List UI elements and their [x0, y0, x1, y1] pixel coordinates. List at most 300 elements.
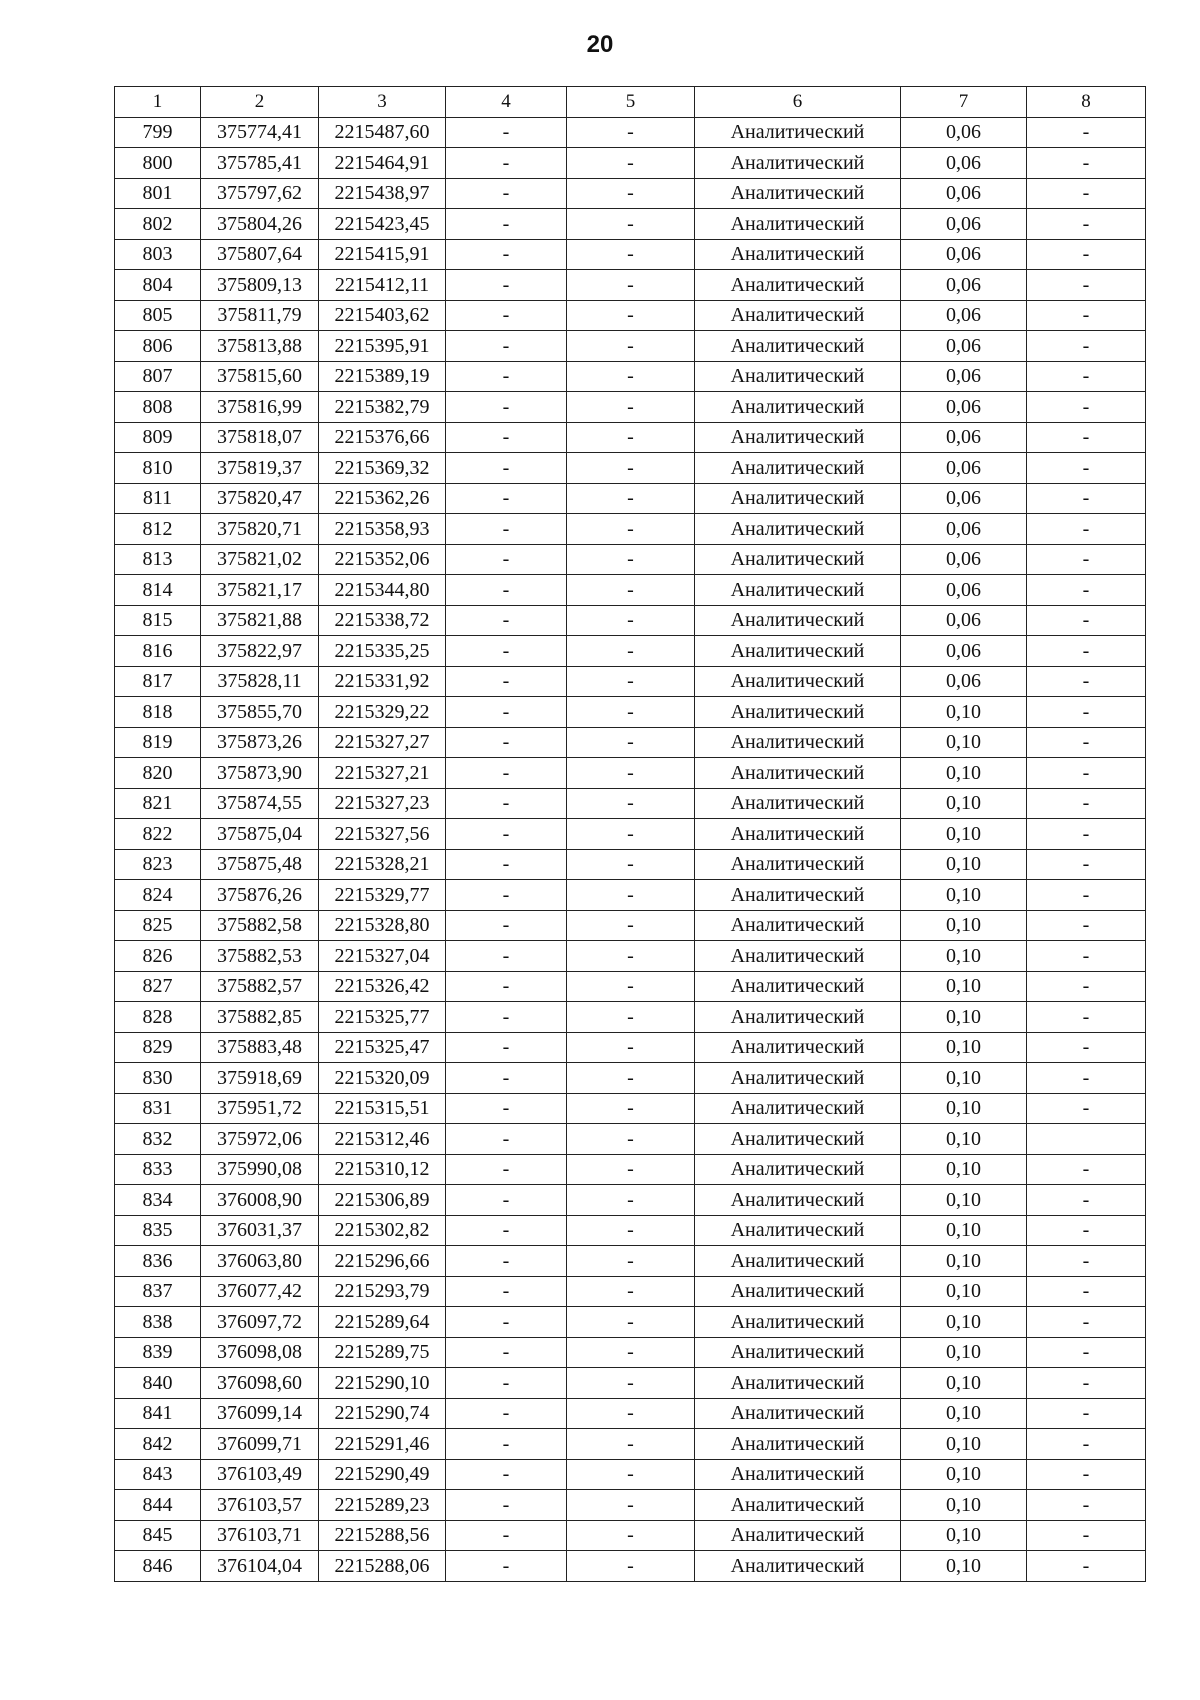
x-coordinate-cell: 376063,80: [201, 1246, 319, 1277]
y-coordinate-cell: 2215464,91: [319, 148, 446, 179]
x-coordinate-cell: 375811,79: [201, 300, 319, 331]
y-coordinate-cell: 2215376,66: [319, 422, 446, 453]
y-coordinate-cell: 2215312,46: [319, 1124, 446, 1155]
column-8-cell: -: [1027, 1063, 1146, 1094]
method-cell: Аналитический: [695, 575, 901, 606]
x-coordinate-cell: 375883,48: [201, 1032, 319, 1063]
column-4-cell: -: [446, 178, 567, 209]
precision-cell: 0,10: [901, 1002, 1027, 1033]
y-coordinate-cell: 2215382,79: [319, 392, 446, 423]
x-coordinate-cell: 375807,64: [201, 239, 319, 270]
x-coordinate-cell: 376008,90: [201, 1185, 319, 1216]
point-number-cell: 835: [115, 1215, 201, 1246]
point-number-cell: 846: [115, 1551, 201, 1582]
point-number-cell: 838: [115, 1307, 201, 1338]
column-4-cell: -: [446, 1215, 567, 1246]
x-coordinate-cell: 375972,06: [201, 1124, 319, 1155]
point-number-cell: 844: [115, 1490, 201, 1521]
column-header: 4: [446, 87, 567, 118]
y-coordinate-cell: 2215438,97: [319, 178, 446, 209]
point-number-cell: 829: [115, 1032, 201, 1063]
page-number: 20: [586, 31, 614, 58]
column-4-cell: -: [446, 1337, 567, 1368]
y-coordinate-cell: 2215362,26: [319, 483, 446, 514]
column-8-cell: -: [1027, 1459, 1146, 1490]
y-coordinate-cell: 2215335,25: [319, 636, 446, 667]
column-4-cell: -: [446, 1124, 567, 1155]
precision-cell: 0,10: [901, 1063, 1027, 1094]
table-row: [115, 1032, 1146, 1063]
column-5-cell: -: [567, 697, 695, 728]
method-cell: Аналитический: [695, 514, 901, 545]
method-cell: Аналитический: [695, 544, 901, 575]
y-coordinate-cell: 2215288,56: [319, 1520, 446, 1551]
method-cell: Аналитический: [695, 1093, 901, 1124]
method-cell: Аналитический: [695, 422, 901, 453]
method-cell: Аналитический: [695, 117, 901, 148]
column-8-cell: -: [1027, 1093, 1146, 1124]
x-coordinate-cell: 375876,26: [201, 880, 319, 911]
column-5-cell: -: [567, 300, 695, 331]
x-coordinate-cell: 375818,07: [201, 422, 319, 453]
column-4-cell: -: [446, 849, 567, 880]
column-5-cell: -: [567, 1368, 695, 1399]
table-row: [115, 1520, 1146, 1551]
method-cell: Аналитический: [695, 1215, 901, 1246]
x-coordinate-cell: 376098,08: [201, 1337, 319, 1368]
x-coordinate-cell: 375882,57: [201, 971, 319, 1002]
column-5-cell: -: [567, 1490, 695, 1521]
column-4-cell: -: [446, 1002, 567, 1033]
column-8-cell: -: [1027, 300, 1146, 331]
y-coordinate-cell: 2215325,47: [319, 1032, 446, 1063]
method-cell: Аналитический: [695, 483, 901, 514]
precision-cell: 0,06: [901, 544, 1027, 575]
method-cell: Аналитический: [695, 636, 901, 667]
point-number-cell: 843: [115, 1459, 201, 1490]
y-coordinate-cell: 2215325,77: [319, 1002, 446, 1033]
column-8-cell: -: [1027, 361, 1146, 392]
column-8-cell: -: [1027, 1185, 1146, 1216]
y-coordinate-cell: 2215352,06: [319, 544, 446, 575]
point-number-cell: 813: [115, 544, 201, 575]
column-5-cell: -: [567, 1093, 695, 1124]
table-row: [115, 239, 1146, 270]
column-4-cell: -: [446, 1368, 567, 1399]
x-coordinate-cell: 375918,69: [201, 1063, 319, 1094]
precision-cell: 0,10: [901, 1551, 1027, 1582]
table-row: [115, 1246, 1146, 1277]
precision-cell: 0,10: [901, 1154, 1027, 1185]
column-4-cell: -: [446, 697, 567, 728]
method-cell: Аналитический: [695, 666, 901, 697]
column-5-cell: -: [567, 239, 695, 270]
column-4-cell: -: [446, 361, 567, 392]
column-8-cell: -: [1027, 636, 1146, 667]
precision-cell: 0,06: [901, 392, 1027, 423]
point-number-cell: 802: [115, 209, 201, 240]
column-8-cell: -: [1027, 392, 1146, 423]
y-coordinate-cell: 2215358,93: [319, 514, 446, 545]
x-coordinate-cell: 375785,41: [201, 148, 319, 179]
table-row: [115, 1063, 1146, 1094]
column-4-cell: -: [446, 148, 567, 179]
table-row: [115, 453, 1146, 484]
coordinates-table: [114, 86, 1146, 1582]
point-number-cell: 840: [115, 1368, 201, 1399]
column-4-cell: -: [446, 1490, 567, 1521]
column-4-cell: -: [446, 1185, 567, 1216]
y-coordinate-cell: 2215327,27: [319, 727, 446, 758]
precision-cell: 0,10: [901, 1307, 1027, 1338]
y-coordinate-cell: 2215288,06: [319, 1551, 446, 1582]
y-coordinate-cell: 2215291,46: [319, 1429, 446, 1460]
column-5-cell: -: [567, 605, 695, 636]
precision-cell: 0,06: [901, 575, 1027, 606]
table-row: [115, 1429, 1146, 1460]
x-coordinate-cell: 375882,53: [201, 941, 319, 972]
point-number-cell: 845: [115, 1520, 201, 1551]
column-8-cell: -: [1027, 178, 1146, 209]
column-8-cell: -: [1027, 1429, 1146, 1460]
point-number-cell: 834: [115, 1185, 201, 1216]
precision-cell: 0,10: [901, 941, 1027, 972]
column-4-cell: -: [446, 1246, 567, 1277]
point-number-cell: 811: [115, 483, 201, 514]
x-coordinate-cell: 375822,97: [201, 636, 319, 667]
table-row: [115, 1185, 1146, 1216]
table-row: [115, 910, 1146, 941]
column-4-cell: -: [446, 1063, 567, 1094]
y-coordinate-cell: 2215327,23: [319, 788, 446, 819]
point-number-cell: 807: [115, 361, 201, 392]
x-coordinate-cell: 376099,71: [201, 1429, 319, 1460]
y-coordinate-cell: 2215326,42: [319, 971, 446, 1002]
point-number-cell: 804: [115, 270, 201, 301]
method-cell: Аналитический: [695, 148, 901, 179]
column-header: 5: [567, 87, 695, 118]
method-cell: Аналитический: [695, 1337, 901, 1368]
column-5-cell: -: [567, 636, 695, 667]
column-4-cell: -: [446, 727, 567, 758]
column-8-cell: -: [1027, 1368, 1146, 1399]
table-row: [115, 361, 1146, 392]
column-5-cell: -: [567, 1459, 695, 1490]
column-5-cell: -: [567, 758, 695, 789]
method-cell: Аналитический: [695, 392, 901, 423]
table-header-row: [115, 87, 1146, 118]
point-number-cell: 801: [115, 178, 201, 209]
precision-cell: 0,06: [901, 666, 1027, 697]
column-8-cell: -: [1027, 1307, 1146, 1338]
column-4-cell: -: [446, 1551, 567, 1582]
point-number-cell: 817: [115, 666, 201, 697]
column-8-cell: -: [1027, 727, 1146, 758]
column-5-cell: -: [567, 392, 695, 423]
method-cell: Аналитический: [695, 1429, 901, 1460]
x-coordinate-cell: 375816,99: [201, 392, 319, 423]
table-row: [115, 1002, 1146, 1033]
precision-cell: 0,10: [901, 1185, 1027, 1216]
point-number-cell: 830: [115, 1063, 201, 1094]
method-cell: Аналитический: [695, 270, 901, 301]
x-coordinate-cell: 376031,37: [201, 1215, 319, 1246]
method-cell: Аналитический: [695, 453, 901, 484]
column-8-cell: -: [1027, 270, 1146, 301]
table-row: [115, 544, 1146, 575]
point-number-cell: 805: [115, 300, 201, 331]
column-header: 2: [201, 87, 319, 118]
method-cell: Аналитический: [695, 361, 901, 392]
table-row: [115, 758, 1146, 789]
column-5-cell: -: [567, 971, 695, 1002]
method-cell: Аналитический: [695, 1154, 901, 1185]
column-5-cell: -: [567, 819, 695, 850]
column-4-cell: -: [446, 1520, 567, 1551]
column-5-cell: -: [567, 1124, 695, 1155]
column-5-cell: -: [567, 1185, 695, 1216]
y-coordinate-cell: 2215289,75: [319, 1337, 446, 1368]
y-coordinate-cell: 2215328,80: [319, 910, 446, 941]
method-cell: Аналитический: [695, 1459, 901, 1490]
precision-cell: 0,10: [901, 1520, 1027, 1551]
column-5-cell: -: [567, 1398, 695, 1429]
column-8-cell: -: [1027, 453, 1146, 484]
method-cell: Аналитический: [695, 178, 901, 209]
table-row: [115, 331, 1146, 362]
column-4-cell: -: [446, 971, 567, 1002]
column-4-cell: -: [446, 422, 567, 453]
precision-cell: 0,10: [901, 758, 1027, 789]
point-number-cell: 839: [115, 1337, 201, 1368]
column-4-cell: -: [446, 209, 567, 240]
point-number-cell: 836: [115, 1246, 201, 1277]
column-4-cell: -: [446, 636, 567, 667]
point-number-cell: 822: [115, 819, 201, 850]
column-4-cell: -: [446, 1429, 567, 1460]
y-coordinate-cell: 2215293,79: [319, 1276, 446, 1307]
column-5-cell: -: [567, 1276, 695, 1307]
precision-cell: 0,10: [901, 1368, 1027, 1399]
y-coordinate-cell: 2215331,92: [319, 666, 446, 697]
column-header: 3: [319, 87, 446, 118]
point-number-cell: 831: [115, 1093, 201, 1124]
column-8-cell: -: [1027, 117, 1146, 148]
y-coordinate-cell: 2215415,91: [319, 239, 446, 270]
method-cell: Аналитический: [695, 788, 901, 819]
precision-cell: 0,06: [901, 270, 1027, 301]
column-4-cell: -: [446, 758, 567, 789]
x-coordinate-cell: 375874,55: [201, 788, 319, 819]
point-number-cell: 815: [115, 605, 201, 636]
column-8-cell: -: [1027, 849, 1146, 880]
precision-cell: 0,10: [901, 727, 1027, 758]
column-5-cell: -: [567, 1063, 695, 1094]
y-coordinate-cell: 2215487,60: [319, 117, 446, 148]
point-number-cell: 833: [115, 1154, 201, 1185]
y-coordinate-cell: 2215328,21: [319, 849, 446, 880]
y-coordinate-cell: 2215289,64: [319, 1307, 446, 1338]
point-number-cell: 837: [115, 1276, 201, 1307]
column-4-cell: -: [446, 605, 567, 636]
y-coordinate-cell: 2215290,10: [319, 1368, 446, 1399]
precision-cell: 0,06: [901, 636, 1027, 667]
precision-cell: 0,06: [901, 514, 1027, 545]
column-8-cell: -: [1027, 483, 1146, 514]
table-row: [115, 1215, 1146, 1246]
column-5-cell: -: [567, 209, 695, 240]
precision-cell: 0,10: [901, 1459, 1027, 1490]
point-number-cell: 800: [115, 148, 201, 179]
precision-cell: 0,06: [901, 483, 1027, 514]
table-row: [115, 117, 1146, 148]
column-4-cell: -: [446, 392, 567, 423]
column-5-cell: -: [567, 788, 695, 819]
column-8-cell: -: [1027, 1490, 1146, 1521]
column-5-cell: -: [567, 1337, 695, 1368]
precision-cell: 0,10: [901, 788, 1027, 819]
x-coordinate-cell: 375819,37: [201, 453, 319, 484]
y-coordinate-cell: 2215423,45: [319, 209, 446, 240]
method-cell: Аналитический: [695, 1551, 901, 1582]
column-5-cell: -: [567, 575, 695, 606]
x-coordinate-cell: 375813,88: [201, 331, 319, 362]
column-5-cell: -: [567, 849, 695, 880]
column-5-cell: -: [567, 1246, 695, 1277]
method-cell: Аналитический: [695, 758, 901, 789]
column-5-cell: -: [567, 331, 695, 362]
column-5-cell: -: [567, 117, 695, 148]
precision-cell: 0,06: [901, 209, 1027, 240]
column-5-cell: -: [567, 910, 695, 941]
table-row: [115, 788, 1146, 819]
column-5-cell: -: [567, 1429, 695, 1460]
column-4-cell: -: [446, 666, 567, 697]
column-8-cell: -: [1027, 544, 1146, 575]
column-8-cell: -: [1027, 1551, 1146, 1582]
column-5-cell: -: [567, 422, 695, 453]
table-row: [115, 636, 1146, 667]
column-8-cell: -: [1027, 1337, 1146, 1368]
method-cell: Аналитический: [695, 697, 901, 728]
x-coordinate-cell: 375774,41: [201, 117, 319, 148]
precision-cell: 0,10: [901, 1490, 1027, 1521]
table-row: [115, 880, 1146, 911]
column-5-cell: -: [567, 270, 695, 301]
table-row: [115, 514, 1146, 545]
precision-cell: 0,10: [901, 1093, 1027, 1124]
precision-cell: 0,06: [901, 605, 1027, 636]
table-row: [115, 148, 1146, 179]
x-coordinate-cell: 375875,48: [201, 849, 319, 880]
precision-cell: 0,06: [901, 117, 1027, 148]
table-body: [115, 117, 1146, 1581]
column-8-cell: -: [1027, 758, 1146, 789]
x-coordinate-cell: 375804,26: [201, 209, 319, 240]
method-cell: Аналитический: [695, 1368, 901, 1399]
table-row: [115, 1124, 1146, 1155]
point-number-cell: 842: [115, 1429, 201, 1460]
column-8-cell: -: [1027, 605, 1146, 636]
column-4-cell: -: [446, 819, 567, 850]
column-4-cell: -: [446, 453, 567, 484]
column-8-cell: -: [1027, 1002, 1146, 1033]
point-number-cell: 841: [115, 1398, 201, 1429]
column-4-cell: -: [446, 1398, 567, 1429]
y-coordinate-cell: 2215327,21: [319, 758, 446, 789]
point-number-cell: 826: [115, 941, 201, 972]
column-8-cell: -: [1027, 1398, 1146, 1429]
method-cell: Аналитический: [695, 1398, 901, 1429]
x-coordinate-cell: 375951,72: [201, 1093, 319, 1124]
x-coordinate-cell: 375873,26: [201, 727, 319, 758]
column-5-cell: -: [567, 1551, 695, 1582]
point-number-cell: 816: [115, 636, 201, 667]
precision-cell: 0,10: [901, 819, 1027, 850]
point-number-cell: 824: [115, 880, 201, 911]
column-4-cell: -: [446, 544, 567, 575]
method-cell: Аналитический: [695, 1124, 901, 1155]
column-5-cell: -: [567, 727, 695, 758]
table-row: [115, 1154, 1146, 1185]
x-coordinate-cell: 375809,13: [201, 270, 319, 301]
table-row: [115, 1490, 1146, 1521]
table-row: [115, 575, 1146, 606]
point-number-cell: 825: [115, 910, 201, 941]
column-5-cell: -: [567, 514, 695, 545]
point-number-cell: 828: [115, 1002, 201, 1033]
x-coordinate-cell: 375828,11: [201, 666, 319, 697]
method-cell: Аналитический: [695, 910, 901, 941]
method-cell: Аналитический: [695, 1246, 901, 1277]
column-4-cell: -: [446, 1459, 567, 1490]
precision-cell: 0,10: [901, 971, 1027, 1002]
point-number-cell: 803: [115, 239, 201, 270]
column-8-cell: -: [1027, 514, 1146, 545]
point-number-cell: 819: [115, 727, 201, 758]
column-5-cell: -: [567, 880, 695, 911]
y-coordinate-cell: 2215289,23: [319, 1490, 446, 1521]
point-number-cell: 814: [115, 575, 201, 606]
column-4-cell: -: [446, 575, 567, 606]
y-coordinate-cell: 2215327,04: [319, 941, 446, 972]
table-row: [115, 1398, 1146, 1429]
table-row: [115, 849, 1146, 880]
precision-cell: 0,10: [901, 1276, 1027, 1307]
precision-cell: 0,10: [901, 1032, 1027, 1063]
column-4-cell: -: [446, 1093, 567, 1124]
precision-cell: 0,10: [901, 910, 1027, 941]
precision-cell: 0,10: [901, 1246, 1027, 1277]
column-4-cell: -: [446, 1276, 567, 1307]
table-row: [115, 1307, 1146, 1338]
y-coordinate-cell: 2215306,89: [319, 1185, 446, 1216]
column-5-cell: -: [567, 1307, 695, 1338]
x-coordinate-cell: 375820,47: [201, 483, 319, 514]
column-4-cell: -: [446, 117, 567, 148]
method-cell: Аналитический: [695, 209, 901, 240]
table-row: [115, 392, 1146, 423]
method-cell: Аналитический: [695, 727, 901, 758]
method-cell: Аналитический: [695, 1307, 901, 1338]
table-row: [115, 971, 1146, 1002]
y-coordinate-cell: 2215320,09: [319, 1063, 446, 1094]
table-row: [115, 483, 1146, 514]
point-number-cell: 809: [115, 422, 201, 453]
method-cell: Аналитический: [695, 1276, 901, 1307]
column-8-cell: -: [1027, 1215, 1146, 1246]
column-8-cell: -: [1027, 941, 1146, 972]
